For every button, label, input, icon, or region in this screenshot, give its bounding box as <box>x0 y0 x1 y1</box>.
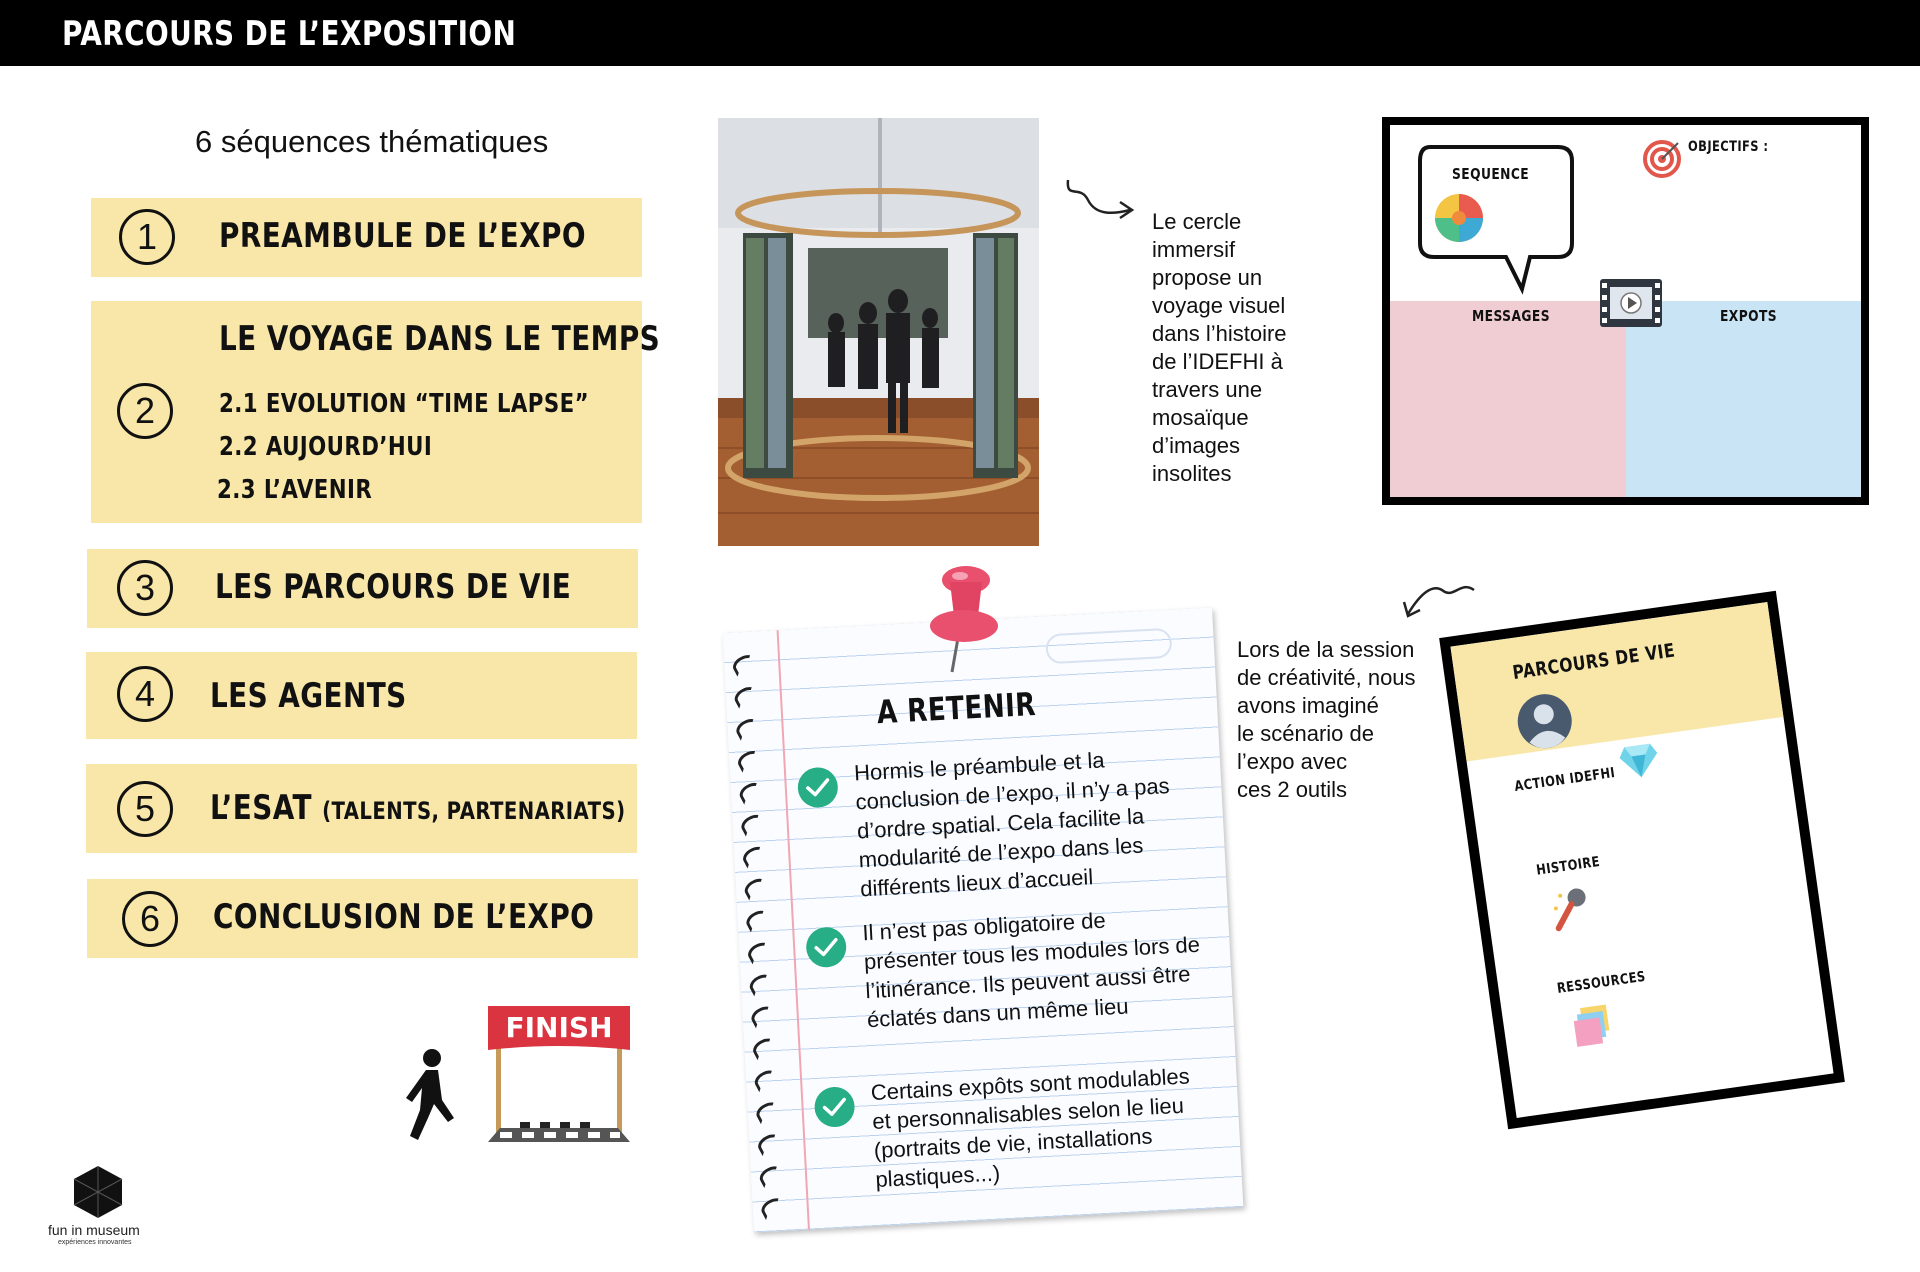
sequence-number: 1 <box>119 209 175 265</box>
caption-line: voyage visuel <box>1152 293 1286 318</box>
caption-line: le scénario de <box>1237 721 1374 746</box>
caption-line: d’images <box>1152 433 1241 458</box>
note-ring <box>735 747 764 772</box>
note-item-text: Il n’est pas obligatoire de présenter tous les modules lors de l’itinérance. Ils peuvent aussi être éclatés dans un même lieu <box>861 907 1201 1033</box>
note-ring <box>750 1035 779 1060</box>
messages-label: MESSAGES <box>1472 307 1550 325</box>
caption-line: travers une <box>1152 377 1263 402</box>
sequence-board <box>1382 117 1869 505</box>
note-item <box>812 1060 1218 1197</box>
sequence-number: 6 <box>122 891 178 947</box>
note-ring <box>732 683 761 708</box>
caption-line: propose un <box>1152 265 1263 290</box>
sequence-label: SEQUENCE <box>1452 165 1530 183</box>
sequence-6 <box>87 879 638 958</box>
sequence-subitem: 2.2 AUJOURD’HUI <box>219 432 433 462</box>
diamond-icon <box>1616 739 1663 782</box>
target-icon <box>1642 139 1682 179</box>
walking-person-icon <box>404 1048 460 1148</box>
caption-line: de créativité, nous <box>1237 665 1416 690</box>
exhibition-photo <box>718 118 1039 546</box>
sequence-label: L’ESAT (TALENTS, PARTENARIATS) <box>210 788 626 828</box>
parcours-card-frame <box>1439 591 1845 1129</box>
expots-label: EXPOTS <box>1720 307 1778 325</box>
check-icon <box>804 925 848 969</box>
logo-tagline: expériences innovantes <box>58 1239 132 1246</box>
note-item-text: Hormis le préambule et la conclusion de l’expo, il n’y a pas d’ordre spatial. Cela facilite la modularité de l’expo dans les différents lieux d’accueil <box>853 747 1171 902</box>
page-title: PARCOURS DE L’EXPOSITION <box>62 14 517 54</box>
card-header-band <box>1450 602 1783 761</box>
caption-line: de l’IDEFHI à <box>1152 349 1283 374</box>
sequence-3 <box>87 549 638 628</box>
logo-name: fun in museum <box>48 1222 140 1238</box>
action-label: ACTION IDEFHI <box>1513 764 1617 795</box>
sequence-4 <box>86 652 637 739</box>
caption-line: ces 2 outils <box>1237 777 1348 802</box>
sequence-2 <box>91 301 661 523</box>
session-caption <box>1237 636 1416 804</box>
sequence-number: 5 <box>117 781 173 837</box>
histoire-label: HISTOIRE <box>1535 853 1601 879</box>
objectifs-label: OBJECTIFS : <box>1688 139 1769 155</box>
sequence-label-detail: (TALENTS, PARTENARIATS) <box>322 797 626 825</box>
note-ring <box>753 1099 782 1124</box>
sequences-heading: 6 séquences thématiques <box>195 124 549 159</box>
sequence-5 <box>86 764 637 853</box>
sticky-notes-icon <box>1570 1002 1616 1051</box>
sequence-subitem: 2.1 EVOLUTION “TIME LAPSE” <box>219 389 589 419</box>
note-ring <box>752 1067 781 1092</box>
note-item <box>804 900 1210 1037</box>
note-ring <box>757 1163 786 1188</box>
expots-zone <box>1626 301 1861 505</box>
retenir-note <box>723 608 1244 1233</box>
check-icon <box>796 765 840 809</box>
caption-line: immersif <box>1152 237 1236 262</box>
caption-line: Lors de la session <box>1237 637 1415 662</box>
caption-line: l’expo avec <box>1237 749 1348 774</box>
caption-line: insolites <box>1152 461 1232 486</box>
note-ring <box>747 971 776 996</box>
note-ring <box>755 1131 784 1156</box>
caption-line: mosaïque <box>1152 405 1249 430</box>
check-icon <box>813 1085 857 1129</box>
note-ring <box>742 875 771 900</box>
curved-arrow-icon <box>1062 172 1140 232</box>
sequence-1 <box>91 198 642 277</box>
caption-line: dans l’histoire <box>1152 321 1287 346</box>
sequence-label: CONCLUSION DE L’EXPO <box>213 897 595 937</box>
circle-caption <box>1152 208 1287 488</box>
header-bar <box>0 0 1920 66</box>
note-ring <box>748 1003 777 1028</box>
parcours-card <box>1439 591 1845 1129</box>
note-date-stamp <box>1045 628 1172 665</box>
caption-line: avons imaginé <box>1237 693 1379 718</box>
finish-banner-text: FINISH <box>505 1011 613 1044</box>
sequence-number: 4 <box>117 666 173 722</box>
note-ring <box>738 811 767 836</box>
ressources-label: RESSOURCES <box>1556 968 1647 997</box>
note-ring <box>733 715 762 740</box>
logo-icon <box>72 1164 124 1220</box>
sequence-label: LE VOYAGE DANS LE TEMPS <box>219 319 661 359</box>
exhibition-photo-icon <box>718 118 1039 546</box>
note-ring <box>737 779 766 804</box>
avatar-icon <box>1512 688 1578 754</box>
sequence-number: 2 <box>117 383 173 439</box>
curved-arrow-icon <box>1396 580 1480 626</box>
film-icon <box>1598 277 1664 329</box>
note-ring <box>745 939 774 964</box>
sequence-label: PREAMBULE DE L’EXPO <box>219 216 586 256</box>
caption-line: Le cercle <box>1152 209 1242 234</box>
finish-line-icon <box>486 1002 632 1146</box>
push-pin-icon <box>922 560 1006 680</box>
sequence-subitem: 2.3 L’AVENIR <box>217 475 373 505</box>
note-item-text: Certains expôts sont modulables et personnalisables selon le lieu (portraits de vie, installations plastiques...) <box>870 1063 1191 1192</box>
note-ring <box>758 1195 787 1220</box>
messages-zone <box>1390 301 1626 505</box>
sequence-label: LES AGENTS <box>210 676 407 716</box>
note-title: A RETENIR <box>875 684 1037 732</box>
note-ring <box>743 907 772 932</box>
note-ring <box>730 651 759 676</box>
note-ring <box>740 843 769 868</box>
note-paper <box>723 608 1244 1233</box>
microphone-icon <box>1547 884 1595 935</box>
puzzle-icon <box>1432 191 1486 245</box>
sequence-number: 3 <box>117 560 173 616</box>
sequence-label: LES PARCOURS DE VIE <box>215 567 572 607</box>
card-title: PARCOURS DE VIE <box>1511 639 1677 685</box>
note-item <box>795 741 1202 907</box>
